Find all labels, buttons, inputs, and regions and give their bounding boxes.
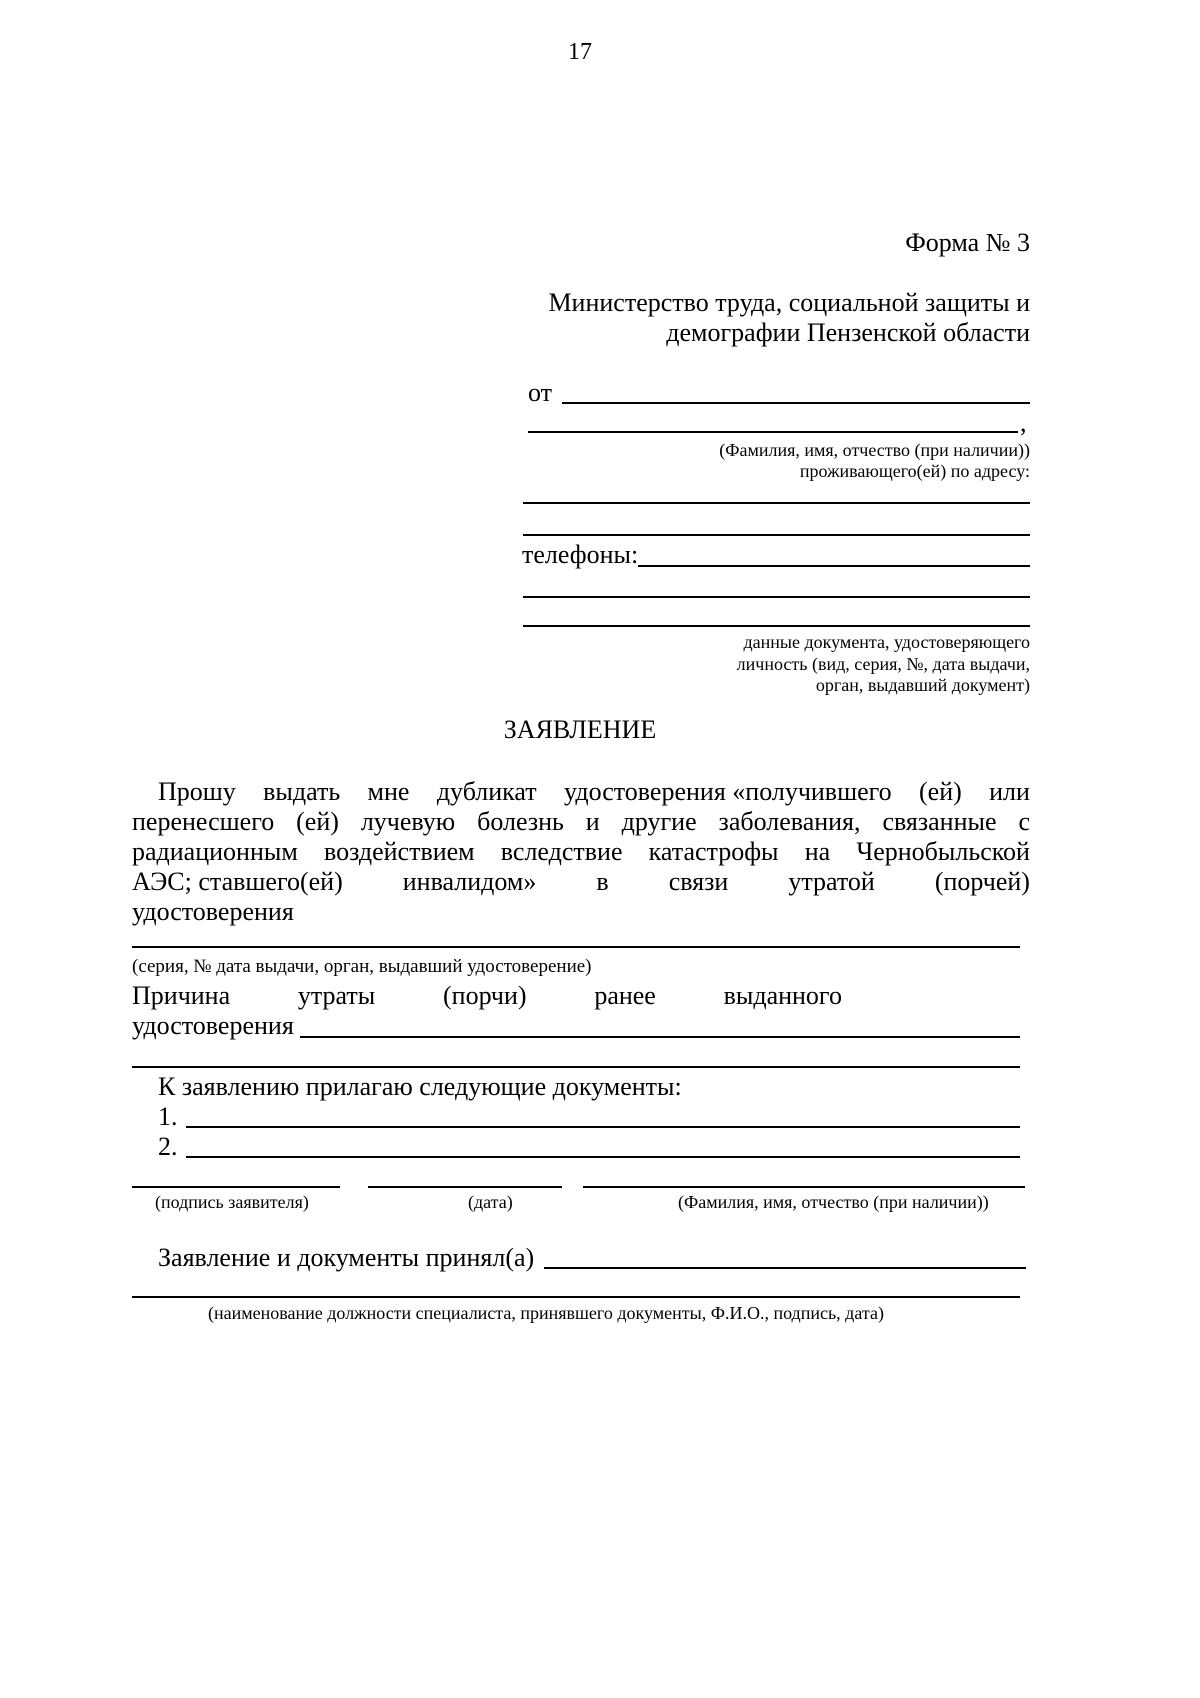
body-word: (ей) bbox=[296, 807, 339, 836]
reason-word: ранее bbox=[594, 981, 656, 1010]
body-word: связи bbox=[668, 867, 729, 896]
body-word: инвалидом» bbox=[402, 867, 537, 896]
fio-caption: (Фамилия, имя, отчество (при наличии)) bbox=[719, 440, 1030, 460]
body-word: (порчей) bbox=[934, 867, 1030, 896]
accepted-caption: (наименование должности специалиста, принявшего документы, Ф.И.О., подпись, дата) bbox=[208, 1303, 884, 1323]
body-word: воздействием bbox=[323, 837, 475, 866]
body-word: утратой bbox=[788, 867, 875, 896]
reason-word: выданного bbox=[723, 981, 842, 1010]
body-line-1 bbox=[158, 779, 1030, 805]
attachment-item-2-line[interactable] bbox=[186, 1156, 1020, 1158]
addressee-line-2: демографии Пензенской области bbox=[666, 318, 1030, 347]
body-word: заболевания, bbox=[718, 807, 861, 836]
body-word: вследствие bbox=[500, 837, 623, 866]
body-word: мне bbox=[367, 777, 410, 806]
from-comma: , bbox=[1020, 408, 1027, 437]
body-word: на bbox=[804, 837, 831, 866]
reason-line-1 bbox=[132, 983, 842, 1009]
applicant-fio-caption: (Фамилия, имя, отчество (при наличии)) bbox=[678, 1192, 989, 1212]
from-name-line-2[interactable] bbox=[528, 431, 1018, 433]
form-label: Форма № 3 bbox=[905, 228, 1030, 257]
body-word: АЭС; ставшего(ей) bbox=[132, 867, 343, 896]
reason-line[interactable] bbox=[300, 1036, 1020, 1038]
address-caption: проживающего(ей) по адресу: bbox=[799, 461, 1030, 481]
accepted-label: Заявление и документы принял(а) bbox=[158, 1243, 535, 1272]
from-label: от bbox=[528, 378, 553, 407]
body-line-2 bbox=[132, 809, 1030, 835]
body-word: катастрофы bbox=[648, 837, 779, 866]
body-line-3 bbox=[132, 839, 1030, 865]
applicant-fio-line[interactable] bbox=[583, 1186, 1025, 1188]
date-line[interactable] bbox=[368, 1186, 562, 1188]
body-word: с bbox=[1018, 807, 1030, 836]
reason-line-2[interactable] bbox=[132, 1066, 1020, 1068]
id-doc-caption-3: орган, выдавший документ) bbox=[815, 675, 1030, 695]
body-word: в bbox=[596, 867, 609, 896]
attachments-intro: К заявлению прилагаю следующие документы: bbox=[158, 1072, 682, 1101]
address-line-1[interactable] bbox=[523, 502, 1030, 504]
accepted-by-line[interactable] bbox=[544, 1267, 1026, 1269]
signature-line[interactable] bbox=[132, 1186, 340, 1188]
body-word: дубликат bbox=[436, 777, 537, 806]
reason-word: утраты bbox=[297, 981, 376, 1010]
body-word: радиационным bbox=[132, 837, 298, 866]
id-doc-line-1[interactable] bbox=[523, 596, 1030, 598]
body-word: перенесшего bbox=[132, 807, 275, 836]
from-name-line[interactable] bbox=[562, 402, 1030, 404]
address-line-2[interactable] bbox=[523, 534, 1030, 536]
body-word: Прошу bbox=[158, 777, 236, 806]
body-word: (ей) bbox=[919, 777, 962, 806]
date-caption: (дата) bbox=[468, 1192, 513, 1212]
body-word: связанные bbox=[882, 807, 997, 836]
reason-word: (порчи) bbox=[443, 981, 527, 1010]
phones-label: телефоны: bbox=[522, 540, 639, 569]
body-word: болезнь bbox=[477, 807, 564, 836]
accepted-by-line-2[interactable] bbox=[132, 1296, 1020, 1298]
body-word: удостоверения «получившего bbox=[563, 777, 892, 806]
body-word: лучевую bbox=[360, 807, 456, 836]
body-word: или bbox=[989, 777, 1030, 806]
body-line-5: удостоверения bbox=[132, 897, 294, 926]
body-word: выдать bbox=[263, 777, 341, 806]
phones-line[interactable] bbox=[638, 565, 1030, 567]
attachment-item-1-line[interactable] bbox=[186, 1126, 1020, 1128]
body-word: другие bbox=[621, 807, 697, 836]
addressee-line-1: Министерство труда, социальной защиты и bbox=[548, 288, 1030, 317]
certificate-details-line[interactable] bbox=[132, 946, 1020, 948]
id-doc-caption-1: данные документа, удостоверяющего bbox=[743, 632, 1030, 652]
certificate-details-caption: (серия, № дата выдачи, орган, выдавший удостоверение) bbox=[132, 956, 592, 977]
id-doc-caption-2: личность (вид, серия, №, дата выдачи, bbox=[736, 654, 1030, 674]
attachment-item-2-number: 2. bbox=[158, 1132, 178, 1161]
reason-line-2-label: удостоверения bbox=[132, 1011, 294, 1040]
body-line-4 bbox=[132, 869, 1030, 895]
attachment-item-1-number: 1. bbox=[158, 1102, 178, 1131]
body-word: и bbox=[585, 807, 600, 836]
id-doc-line-2[interactable] bbox=[523, 625, 1030, 627]
reason-word: Причина bbox=[132, 981, 231, 1010]
page-number: 17 bbox=[568, 39, 592, 65]
document-title: ЗАЯВЛЕНИЕ bbox=[503, 715, 657, 744]
signature-caption: (подпись заявителя) bbox=[155, 1192, 309, 1212]
body-word: Чернобыльской bbox=[856, 837, 1030, 866]
